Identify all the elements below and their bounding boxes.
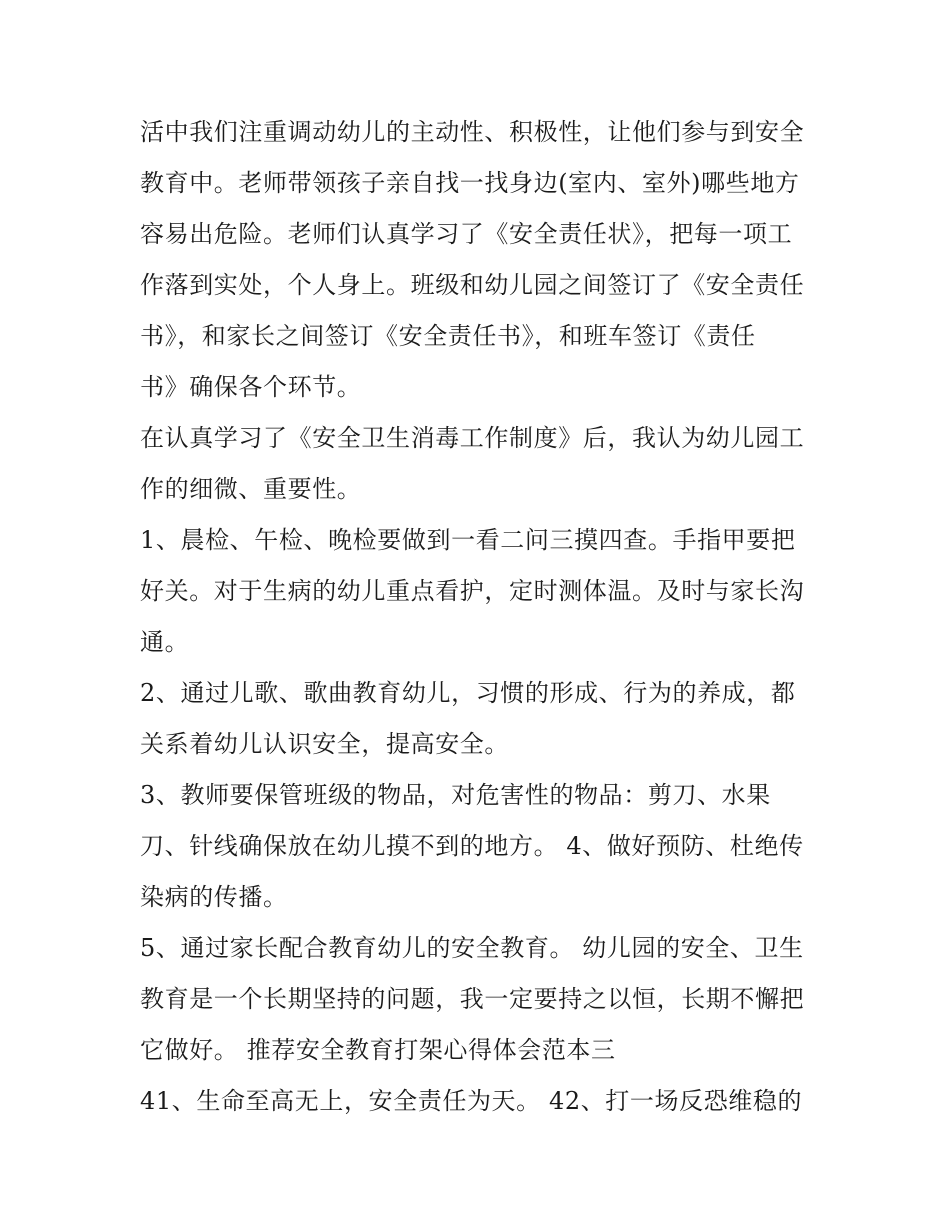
text-line: 容易出危险。老师们认真学习了《安全责任状》，把每一项工 <box>140 220 793 248</box>
text-line: 41、生命至高无上，安全责任为天。 42、打一场反恐维稳的 <box>140 1087 803 1115</box>
text-line: 书》确保各个环节。 <box>140 373 362 401</box>
text-line: 5、通过家长配合教育幼儿的安全教育。 幼儿园的安全、卫生 <box>140 934 804 962</box>
text-line: 2、通过儿歌、歌曲教育幼儿，习惯的形成、行为的养成，都 <box>140 679 796 707</box>
text-line: 作的细微、重要性。 <box>140 475 362 503</box>
text-line: 教育中。老师带领孩子亲自找一找身边(室内、室外)哪些地方 <box>140 169 800 197</box>
text-line: 刀、针线确保放在幼儿摸不到的地方。 4、做好预防、杜绝传 <box>140 832 804 860</box>
text-line: 3、教师要保管班级的物品，对危害性的物品：剪刀、水果 <box>140 781 771 809</box>
text-line: 关系着幼儿认识安全，提高安全。 <box>140 730 509 758</box>
text-line: 1、晨检、午检、晚检要做到一看二问三摸四查。手指甲要把 <box>140 526 796 554</box>
text-line: 教育是一个长期坚持的问题，我一定要持之以恒，长期不懈把 <box>140 985 805 1013</box>
text-line: 好关。对于生病的幼儿重点看护，定时测体温。及时与家长沟 <box>140 577 805 605</box>
text-line: 书》，和家长之间签订《安全责任书》，和班车签订《责任 <box>140 322 756 350</box>
text-line: 在认真学习了《安全卫生消毒工作制度》后，我认为幼儿园工 <box>140 424 805 452</box>
document-body <box>140 107 830 1127</box>
text-line: 它做好。 推荐安全教育打架心得体会范本三 <box>140 1036 616 1064</box>
text-line: 活中我们注重调动幼儿的主动性、积极性，让他们参与到安全 <box>140 118 805 146</box>
text-line: 通。 <box>140 628 190 656</box>
text-line: 作落到实处，个人身上。班级和幼儿园之间签订了《安全责任 <box>140 271 805 299</box>
text-line: 染病的传播。 <box>140 883 288 911</box>
